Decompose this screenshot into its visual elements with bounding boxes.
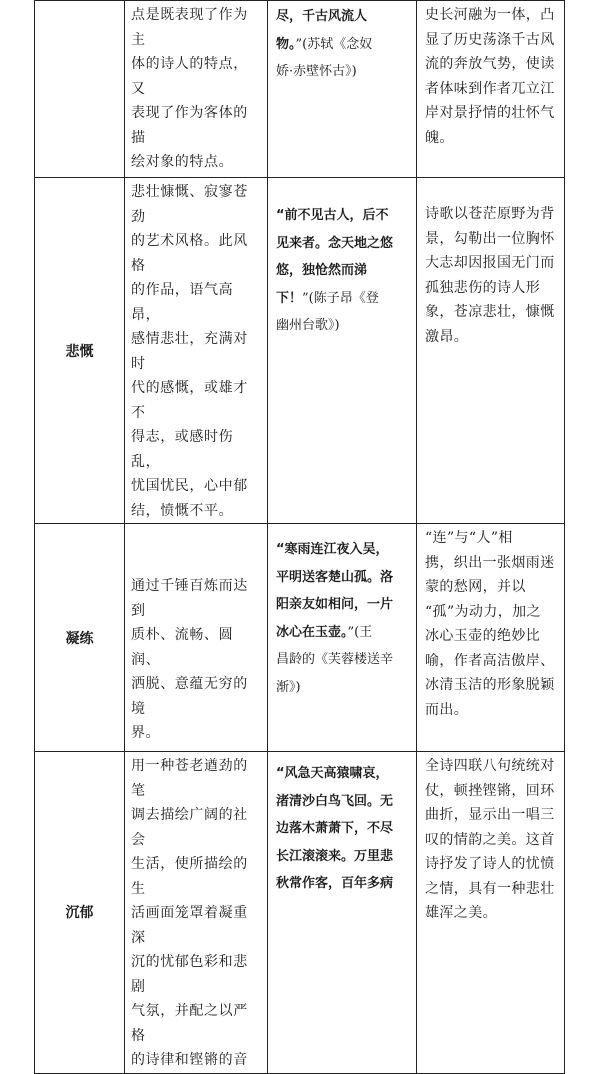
analysis-text: 诗歌以苍茫原野为背 景，勾勒出一位胸怀 大志却因报国无门而 孤独悲伤的诗人形 象，苍凉悲壮，慷慨 激昂。 [425, 206, 555, 345]
poem-verse: “风急天高猿啸哀， 渚清沙白鸟飞回。无 边落木萧萧下，不尽 长江滚滚来。万里悲 秋常作客，百年多病 [276, 766, 394, 891]
poem-source: ”(王 昌龄的《芙蓉楼送辛 渐》) [276, 624, 394, 695]
analysis-cell [417, 178, 565, 524]
style-description: 通过千锤百炼而达到 质朴、流畅、圆润、 洒脱、意蕴无穷的境 界。 [131, 578, 248, 741]
poem-example [268, 1, 416, 86]
style-term-cell [35, 524, 125, 752]
poem-verse: “前不见古人，后不 见来者。念天地之悠 悠，独怆然而涕 下！ [276, 208, 394, 306]
analysis-cell [417, 524, 565, 752]
table-row [35, 178, 565, 524]
poem-source: ”(苏轼《念奴 娇·赤壁怀古》) [276, 36, 373, 79]
poem-source: ”(陈子昂《登 幽州台歌》) [276, 290, 379, 333]
table-row [35, 1, 565, 178]
poem-verse: 尽，千古风流人 物。 [276, 9, 368, 52]
poem-verse: “寒雨连江夜入吴， 平明送客楚山孤。洛 阳亲友如相问，一片 冰心在玉壶。 [276, 542, 394, 640]
poetry-style-table [34, 0, 565, 1074]
style-description: 点是既表现了作为主 体的诗人的特点，又 表现了作为客体的描 绘对象的特点。 [131, 7, 248, 170]
style-term: 凝练 [65, 630, 94, 647]
analysis-cell [417, 1, 565, 178]
style-term: 沉郁 [65, 905, 94, 922]
analysis-text: 史长河融为一体，凸 显了历史荡涤千古风 流的奔放气势，使读 者体味到作者兀立江 岸对景抒情的壮怀气 魄。 [425, 7, 555, 146]
poem-example [268, 752, 416, 898]
analysis-text: “连”与“人”相 携，织出一张烟雨迷 蒙的愁网，并以 “孤”为动力，加之 冰心玉壶的绝妙比 喻，作者高洁傲岸、 冰清玉洁的形象脱颖 而出。 [425, 530, 555, 718]
table-row [35, 524, 565, 752]
style-description: 悲壮慷慨、寂寥苍劲 的艺术风格。此风格 的作品，语气高昂， 感情悲壮，充满对时 代的感慨，或雄才不 得志，或感时伤乱， 忧国忧民，心中郁 结，愤慨不平。 [131, 184, 248, 519]
poem-example [268, 178, 416, 340]
style-description-cell [125, 178, 268, 524]
poem-example-cell [268, 524, 417, 752]
analysis-text: 全诗四联八句统统对 仗，顿挫铿锵，回环 曲折，显示出一唱三 叹的情韵之美。这首 诗抒发了诗人的忧愤 之情，具有一种悲壮 雄浑之美。 [425, 758, 555, 921]
poem-example-cell [268, 752, 417, 1074]
poem-example [268, 524, 416, 701]
style-term-cell [35, 178, 125, 524]
analysis-cell [417, 752, 565, 1074]
table-row [35, 752, 565, 1074]
style-description: 用一种苍老遒劲的笔 调去描绘广阔的社会 生活，使所描绘的生 活画面笼罩着凝重深 沉的忧郁色彩和悲剧 气氛，并配之以严格 的诗律和铿锵的音 [131, 758, 248, 1068]
style-description-cell [125, 1, 268, 178]
style-term-cell [35, 1, 125, 178]
poem-example-cell [268, 1, 417, 178]
poem-example-cell [268, 178, 417, 524]
style-term-cell [35, 752, 125, 1074]
style-description-cell [125, 752, 268, 1074]
style-term: 悲慨 [65, 343, 94, 360]
style-description-cell [125, 524, 268, 752]
